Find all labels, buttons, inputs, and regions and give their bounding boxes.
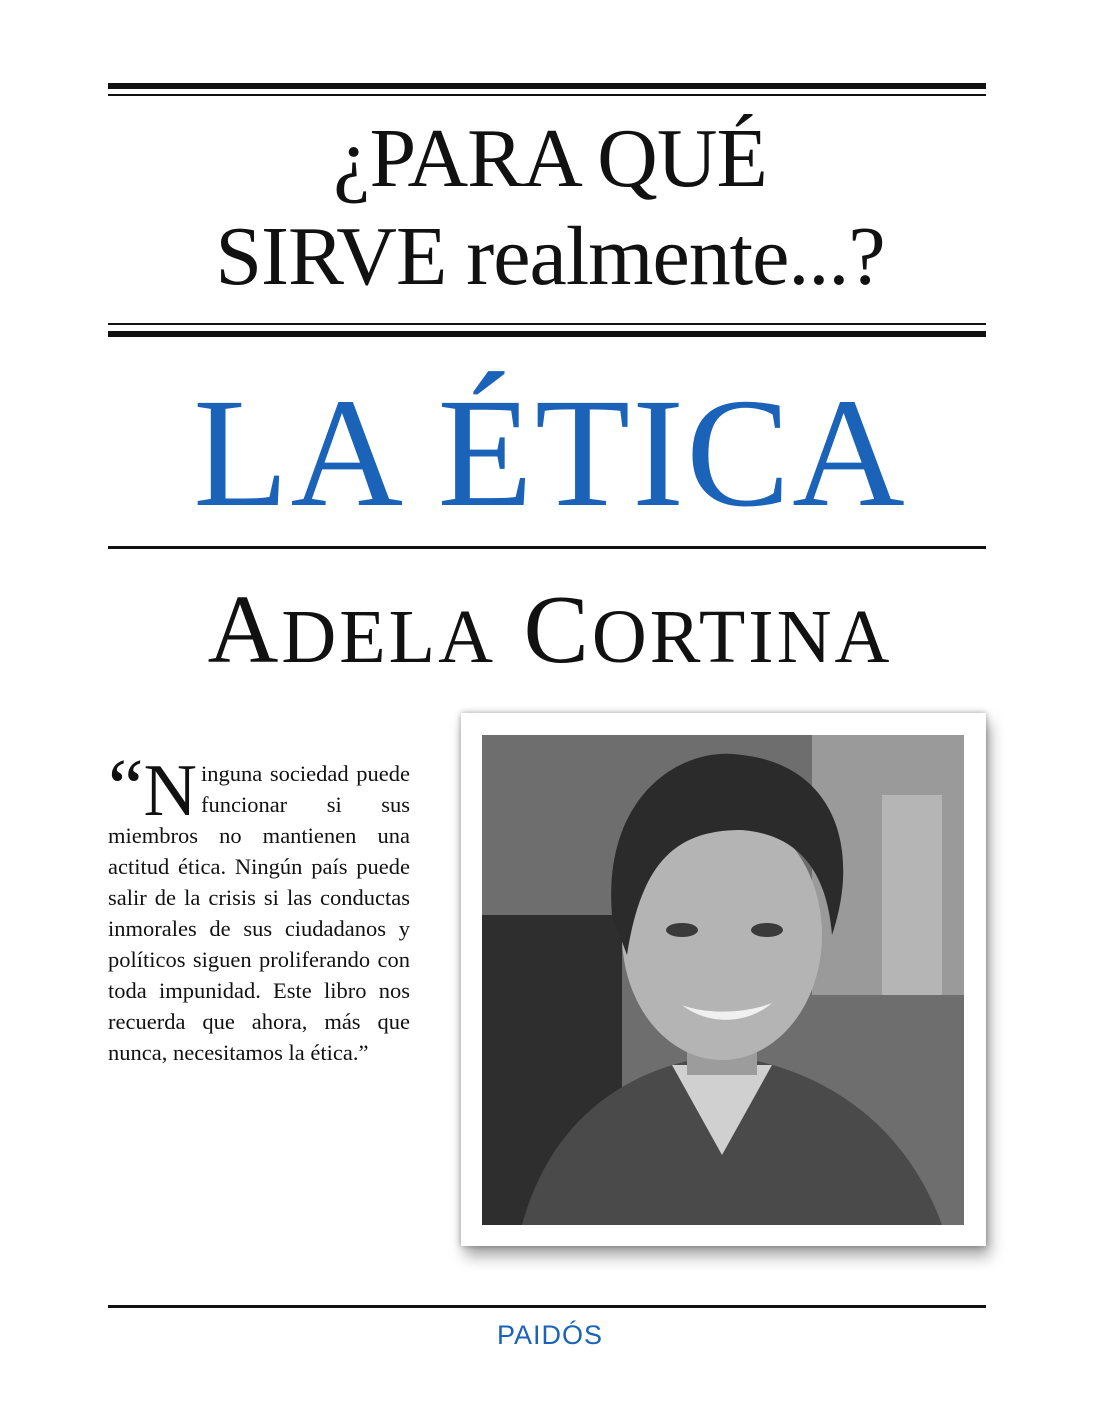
author-last-rest: ORTINA <box>591 595 893 679</box>
author-last-initial: C <box>523 576 592 684</box>
open-quote-mark: “ <box>108 744 138 832</box>
series-rule-thick <box>108 331 986 337</box>
drop-cap: N <box>143 750 197 832</box>
quote-body: inguna sociedad puede funcionar si sus miembros no mantienen una actitud ética. Ningún país puede salir de la crisis si las conductas inmorales de sus ciudadanos y políticos siguen proliferando con toda impunidad. Este libro nos recuerda que ahora, más que nunca, necesitamos la ética.” <box>108 761 410 1065</box>
author-photo-frame <box>461 713 986 1246</box>
author-name <box>60 575 1040 692</box>
series-rule-thin <box>108 323 986 325</box>
author-first-rest: DELA <box>281 595 496 679</box>
series-title-line2: SIRVE realmente...? <box>215 210 885 303</box>
top-rule-thin <box>108 94 986 96</box>
publisher-logo: PAIDÓS <box>496 1320 604 1350</box>
author-first-initial: A <box>207 576 282 684</box>
series-title-line1: ¿PARA QUÉ <box>333 112 767 205</box>
book-title: LA ÉTICA <box>193 366 907 539</box>
bottom-rule <box>108 1305 986 1308</box>
author-photo <box>482 735 964 1225</box>
back-quote <box>108 744 410 1068</box>
top-rule-thick <box>108 83 986 89</box>
title-rule <box>108 546 986 549</box>
author-portrait-illustration <box>482 735 964 1225</box>
